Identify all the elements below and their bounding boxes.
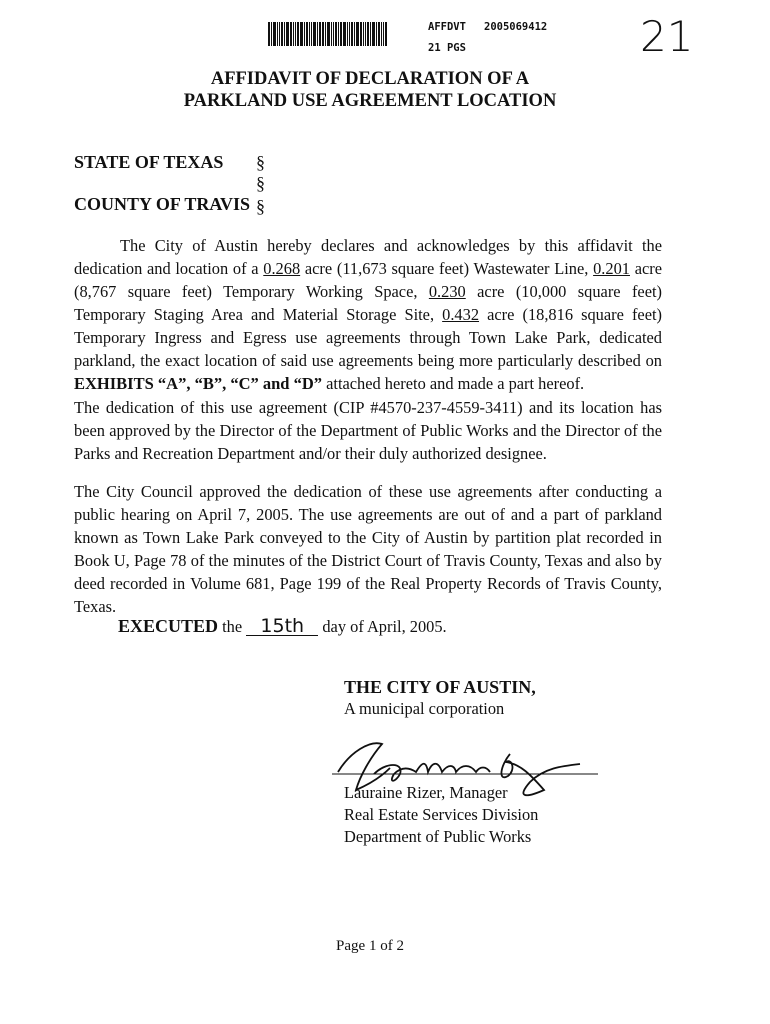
- section-symbol: §: [256, 196, 265, 216]
- venue-state: STATE OF TEXAS: [74, 152, 224, 172]
- document-title-line1: AFFIDAVIT OF DECLARATION OF A: [210, 69, 530, 89]
- entity-type: A municipal corporation: [344, 699, 505, 718]
- council-paragraph: The City Council approved the dedication of these use agreements after conducting a public hearing on April 7, 2005. The use agreements are out of and a part of parkland known as Town Lake Park conveyed to the City of Austin by partition plat recorded in Book U, Page 78 of the minutes of the District Court of Travis County, Texas and also by deed recorded in Volume 681, Page 199 of the Real Property Records of Travis County, Texas.: [74, 482, 662, 616]
- signer-name-title: Lauraine Rizer, Manager: [344, 783, 508, 802]
- page-number: Page 1 of 2: [336, 938, 404, 954]
- acreage-staging-area: 0.230: [428, 282, 466, 301]
- venue-county: COUNTY OF TRAVIS: [74, 194, 251, 214]
- signer-division: Real Estate Services Division: [344, 805, 539, 824]
- section-symbol: §: [256, 152, 265, 172]
- section-symbol: §: [256, 173, 265, 193]
- page-count: 21 PGS: [428, 42, 466, 54]
- recording-type: AFFDVT: [428, 21, 466, 33]
- exhibits-reference: EXHIBITS “A”, “B”, “C” and “D”: [74, 374, 323, 393]
- acreage-working-space: 0.201: [593, 259, 630, 278]
- acreage-ingress-egress: 0.432: [442, 305, 480, 324]
- signatory-entity: THE CITY OF AUSTIN,: [344, 677, 536, 697]
- document-number: 2005069412: [484, 21, 548, 33]
- document-title-line2: PARKLAND USE AGREEMENT LOCATION: [183, 91, 557, 111]
- barcode: [268, 22, 414, 46]
- execution-line: EXECUTED the 15th day of April, 2005.: [118, 615, 447, 637]
- svg-text:Lauraine Rizer: Lauraine Rizer: [410, 749, 507, 766]
- executed-label: EXECUTED: [118, 616, 219, 636]
- handwritten-day: 15th: [246, 617, 318, 636]
- acreage-wastewater: 0.268: [263, 259, 301, 278]
- signer-department: Department of Public Works: [344, 827, 532, 846]
- declaration-paragraph: The City of Austin hereby declares and acknowledges by this affidavit the dedication and location of a 0.268 acre (11,673 square feet) Wastewater Line, 0.201 acre (8,767 square feet) Temporary Working Space, 0.230 acre (10,000 square feet) Temporary Staging Area and Material Storage Site, 0.432 acre (18,816 square feet) Temporary Ingress and Egress use agreements through Town Lake Park, dedicated parkland, the exact location of said use agreements being more particularly described on EXHIBITS “A”, “B”, “C” and “D” attached hereto and made a part hereof.: [74, 236, 662, 393]
- handwritten-number: 21: [640, 12, 694, 61]
- approval-paragraph: The dedication of this use agreement (CIP #4570-237-4559-3411) and its location has been approved by the Director of the Department of Public Works and the Director of the Parks and Recreation Department and/or their duly authorized designee.: [74, 398, 662, 463]
